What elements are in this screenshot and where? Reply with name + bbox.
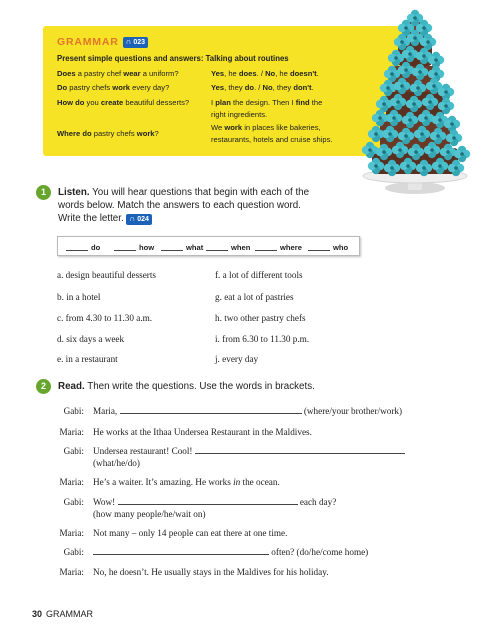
audio-track-badge[interactable]: ∩ 023 bbox=[123, 37, 148, 48]
speaker-label: Maria: bbox=[59, 477, 84, 487]
speaker-label: Gabi: bbox=[63, 497, 84, 507]
word-item[interactable]: what bbox=[161, 243, 203, 252]
speaker-label: Gabi: bbox=[63, 446, 84, 456]
exercise-number: 2 bbox=[36, 379, 51, 394]
grammar-answer: We work in places like bakeries, restaurants, hotels and cruise ships. bbox=[211, 123, 333, 144]
word-item[interactable]: how bbox=[114, 243, 154, 252]
page-number: 30 bbox=[32, 609, 43, 619]
answer-option: f. a lot of different tools bbox=[215, 270, 303, 280]
word-item[interactable]: when bbox=[206, 243, 250, 252]
answer-blank[interactable] bbox=[118, 504, 298, 505]
audio-track-badge[interactable]: ∩ 024 bbox=[126, 214, 151, 225]
answer-option: h. two other pastry chefs bbox=[215, 313, 306, 323]
answer-blank[interactable] bbox=[120, 413, 302, 414]
word-item[interactable]: do bbox=[66, 243, 100, 252]
grammar-question: How do you create beautiful desserts? bbox=[57, 98, 190, 107]
speaker-label: Gabi: bbox=[63, 547, 84, 557]
dialogue-line: Wow! each day? (how many people/he/wait on) bbox=[93, 497, 337, 519]
dialogue-line: He’s a waiter. It’s amazing. He works in the ocean. bbox=[93, 477, 280, 487]
grammar-answer: Yes, he does. / No, he doesn't. bbox=[211, 69, 319, 78]
footer-section: GRAMMAR bbox=[46, 609, 94, 619]
answer-option: j. every day bbox=[215, 354, 259, 364]
answer-option: g. eat a lot of pastries bbox=[215, 292, 294, 302]
page-footer bbox=[32, 609, 93, 619]
exercise-2-instructions: Read. Then write the questions. Use the words in brackets. bbox=[58, 381, 315, 392]
answer-option: b. in a hotel bbox=[57, 292, 101, 302]
speaker-label: Maria: bbox=[59, 427, 84, 437]
dialogue-line: often? (do/he/come home) bbox=[93, 546, 368, 558]
answer-option: e. in a restaurant bbox=[57, 354, 118, 364]
dialogue-line: Undersea restaurant! Cool! (what/he/do) bbox=[93, 445, 405, 469]
grammar-title: GRAMMAR bbox=[57, 36, 119, 48]
cake-illustration bbox=[340, 8, 490, 208]
grammar-answer: I plan the design. Then I find the right ingredients. bbox=[211, 98, 323, 119]
grammar-question: Where do pastry chefs work? bbox=[57, 129, 159, 138]
answer-option: d. six days a week bbox=[57, 334, 125, 344]
grammar-question: Do pastry chefs work every day? bbox=[57, 83, 170, 92]
answer-option: i. from 6.30 to 11.30 p.m. bbox=[215, 334, 310, 344]
exercise-number: 1 bbox=[36, 185, 51, 200]
exercise-1-instructions: Listen. You will hear questions that begin with each of the words below. Match the answers to each question word. Write the letter. ∩ 024 bbox=[58, 187, 310, 224]
word-item[interactable]: who bbox=[308, 243, 348, 252]
word-item[interactable]: where bbox=[255, 243, 302, 252]
speaker-label: Gabi: bbox=[63, 406, 84, 416]
grammar-answer: Yes, they do. / No, they don't. bbox=[211, 83, 314, 92]
answer-blank[interactable] bbox=[195, 453, 405, 454]
speaker-label: Maria: bbox=[59, 528, 84, 538]
headphones-icon: ∩ bbox=[125, 37, 132, 46]
speaker-label: Maria: bbox=[59, 567, 84, 577]
dialogue-line: No, he doesn’t. He usually stays in the Maldives for his holiday. bbox=[93, 567, 329, 577]
dialogue-line: Maria, (where/your brother/work) bbox=[93, 406, 403, 416]
answer-blank[interactable] bbox=[93, 554, 269, 555]
dialogue-line: Not many – only 14 people can eat there at one time. bbox=[93, 528, 288, 538]
grammar-subtitle: Present simple questions and answers: Talking about routines bbox=[57, 54, 289, 63]
grammar-question: Does a pastry chef wear a uniform? bbox=[57, 69, 179, 78]
headphones-icon: ∩ bbox=[129, 214, 136, 223]
answer-option: c. from 4.30 to 11.30 a.m. bbox=[57, 313, 153, 323]
question-word-bar bbox=[57, 236, 360, 256]
dialogue-line: He works at the Ithaa Undersea Restaurant in the Maldives. bbox=[93, 427, 312, 437]
grammar-header bbox=[57, 36, 148, 48]
answer-option: a. design beautiful desserts bbox=[57, 270, 156, 280]
